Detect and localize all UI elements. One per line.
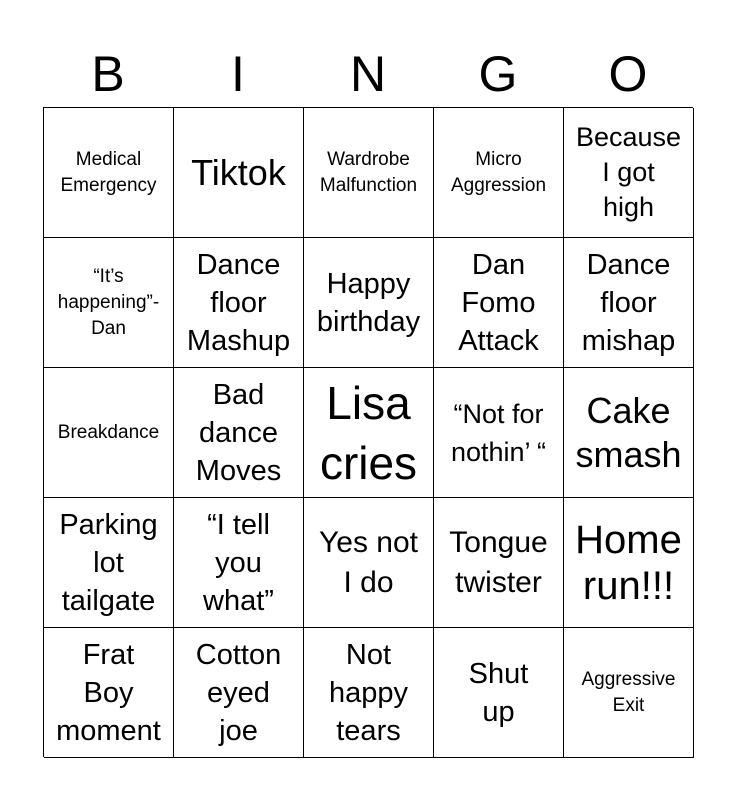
bingo-cell[interactable]: “Not for nothin’ “	[434, 368, 564, 498]
bingo-cell[interactable]: Lisa cries	[304, 368, 434, 498]
bingo-cell[interactable]: Breakdance	[44, 368, 174, 498]
header-letter-g: G	[478, 46, 518, 102]
bingo-cell[interactable]: Shut up	[434, 628, 564, 758]
header-letter-n: N	[349, 46, 387, 102]
bingo-cell[interactable]: Cotton eyed joe	[174, 628, 304, 758]
bingo-cell[interactable]: Dance floor mishap	[564, 238, 694, 368]
header-letter-o: O	[608, 46, 648, 102]
bingo-cell[interactable]: “It’s happening”- Dan	[44, 238, 174, 368]
bingo-cell[interactable]: Dan Fomo Attack	[434, 238, 564, 368]
bingo-cell[interactable]: Cake smash	[564, 368, 694, 498]
bingo-cell[interactable]: Tongue twister	[434, 498, 564, 628]
bingo-cell[interactable]: Home run!!!	[564, 498, 694, 628]
bingo-cell[interactable]: Wardrobe Malfunction	[304, 108, 434, 238]
header-letter-b: B	[91, 46, 125, 102]
bingo-cell[interactable]: Happy birthday	[304, 238, 434, 368]
header-letter-i: I	[231, 46, 245, 102]
bingo-cell[interactable]: Frat Boy moment	[44, 628, 174, 758]
bingo-cell[interactable]: Yes not I do	[304, 498, 434, 628]
bingo-cell[interactable]: Aggressive Exit	[564, 628, 694, 758]
bingo-cell[interactable]: “I tell you what”	[174, 498, 304, 628]
bingo-cell[interactable]: Bad dance Moves	[174, 368, 304, 498]
bingo-cell[interactable]: Not happy tears	[304, 628, 434, 758]
bingo-cell[interactable]: Micro Aggression	[434, 108, 564, 238]
bingo-header	[43, 44, 693, 104]
bingo-cell[interactable]: Medical Emergency	[44, 108, 174, 238]
bingo-cell[interactable]: Parking lot tailgate	[44, 498, 174, 628]
bingo-cell[interactable]: Tiktok	[174, 108, 304, 238]
bingo-cell[interactable]: Dance floor Mashup	[174, 238, 304, 368]
bingo-cell[interactable]: Because I got high	[564, 108, 694, 238]
bingo-board	[43, 107, 693, 757]
